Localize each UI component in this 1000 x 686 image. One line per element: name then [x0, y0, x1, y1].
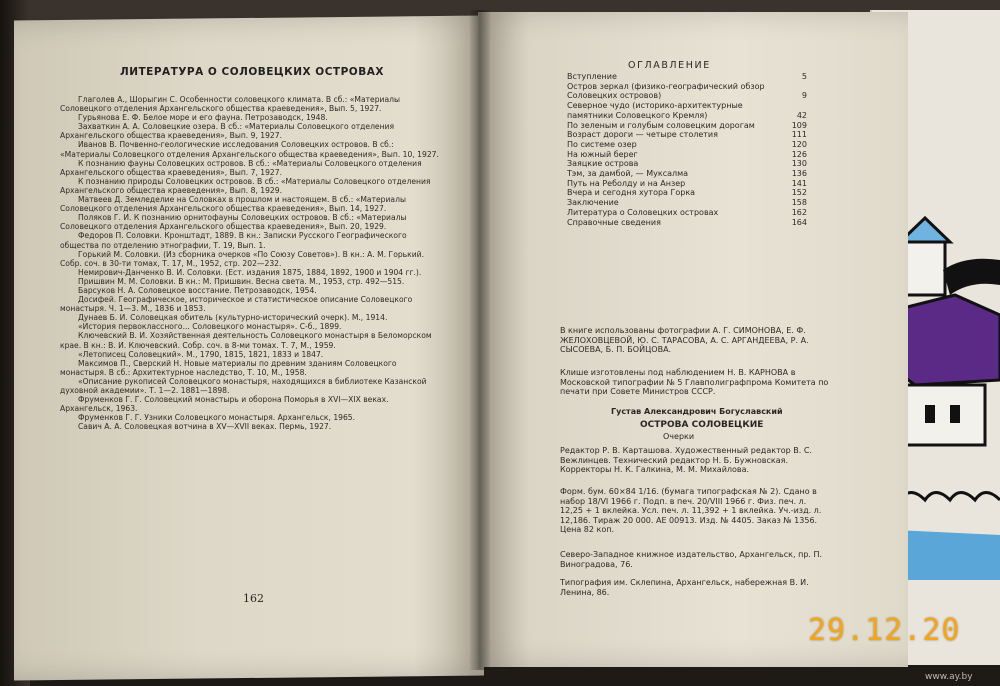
bibliography-entry: Федоров П. Соловки. Кронштадт, 1889. В кн.: Записки Русского Географического общества по отделению этнографии, Т. 19, Вып. 1. [60, 231, 407, 250]
editors-credits: Редактор Р. В. Карташова. Художественный редактор В. С. Вежлинцев. Технический редактор Н. Б. Бужновская. Корректоры Н. К. Галкина, М. М. Михайлова. [560, 446, 812, 475]
bibliography-entry: «Описание рукописей Соловецкого монастыря, находящихся в библиотеке Казанской духовной академии». Т. 1—2. 1881—1898. [60, 376, 427, 395]
toc-page-number: 136 [791, 169, 807, 179]
toc-row [567, 140, 807, 150]
toc-label: Тэм, за дамбой, — Муксалма [567, 169, 689, 179]
toc-title: ОГЛАВЛЕНИЕ [628, 60, 711, 71]
toc-label: Возраст дороги — четыре столетия [567, 130, 718, 140]
toc-label: Справочные сведения [567, 217, 661, 227]
bibliography-list [60, 95, 440, 431]
toc-label: Путь на Реболду и на Анзер [567, 178, 686, 188]
table-of-contents [567, 72, 807, 227]
toc-label: По зеленым и голубым соловецким дорогам [567, 120, 755, 130]
toc-page-number: 162 [791, 207, 807, 217]
cover-black-shape [943, 259, 1000, 295]
toc-row [567, 218, 807, 228]
bibliography-entry: Немирович-Данченко В. И. Соловки. (Ест. издания 1875, 1884, 1892, 1900 и 1904 гг.). [78, 267, 422, 277]
toc-page-number: 42 [796, 110, 807, 120]
cover-tower [905, 240, 945, 295]
book-title: ОСТРОВА СОЛОВЕЦКИЕ [640, 420, 764, 430]
toc-row [567, 188, 807, 198]
toc-row [567, 101, 807, 120]
bibliography-entry: К познанию природы Соловецких островов. В сб.: «Материалы Соловецкого отделения Архангельского общества краеведения», Вып. 8, 1929. [60, 176, 431, 195]
toc-page-number: 120 [791, 139, 807, 149]
toc-row [567, 121, 807, 131]
print-specs: Форм. бум. 60×84 1/16. (бумага типографская № 2). Сдано в набор 18/VI 1966 г. Подп. в печ. 20/VIII 1966 г. Физ. печ. л. 12,25 + 1 вклейка. Усл. печ. л. 11,392 + 1 вклейка. Уч.-изд. л. 12,186. Тираж 20 000. АЕ 00913. Изд. № 4405. Заказ № 1356. Цена 82 коп. [560, 487, 822, 535]
toc-page-number: 5 [801, 72, 807, 81]
toc-page-number: 152 [791, 188, 807, 198]
cover-purple-roof [895, 295, 1000, 385]
toc-row [567, 169, 807, 179]
toc-row [567, 198, 807, 208]
toc-label: По системе озер [567, 139, 637, 149]
bibliography-entry: Матвеев Д. Земледелие на Соловках в прошлом и настоящем. В сб.: «Материалы Соловецкого отделения Архангельского общества краеведения», Вып. 14, 1927. [60, 195, 406, 214]
site-watermark: www.ay.by [925, 672, 973, 682]
bibliography-entry: К познанию фауны Соловецких островов. В сб.: «Материалы Соловецкого отделения Архангельского общества краеведения», Вып. 7, 1927. [60, 158, 422, 177]
toc-page-number: 158 [791, 198, 807, 208]
toc-page-number: 164 [791, 217, 807, 227]
toc-page-number: 111 [791, 130, 807, 140]
toc-page-number: 126 [791, 149, 807, 159]
page-number: 162 [243, 592, 264, 605]
cover-stones [900, 493, 1000, 501]
toc-label: Северное чудо (историко-архитектурные памятники Соловецкого Кремля) [567, 101, 746, 120]
toc-row [567, 159, 807, 169]
bibliography-entry: Поляков Г. И. К познанию орнитофауны Соловецких островов. В сб.: «Материалы Соловецкого отделения Архангельского общества краеведения», Вып. 20, 1929. [60, 213, 407, 232]
print-note: Клише изготовлены под наблюдением Н. В. КАРНОВА в Московской типографии № 5 Главполиграфпрома Комитета по печати при Совете Министров СССР. [560, 368, 829, 397]
bibliography-entry: Досифей. Географическое, историческое и статистическое описание Соловецкого монастыря. Ч. 1—3. М., 1836 и 1853. [60, 295, 413, 314]
publisher-info: Северо-Западное книжное издательство, Архангельск, пр. П. Виноградова, 76. [560, 550, 823, 569]
book-subtitle: Очерки [663, 432, 695, 441]
cover-water [895, 530, 1000, 580]
printer-info: Типография им. Склепина, Архангельск, набережная В. И. Ленина, 86. [560, 578, 809, 597]
toc-label: Заяцкие острова [567, 159, 639, 169]
toc-row [567, 72, 807, 82]
photo-credits: В книге использованы фотографии А. Г. СИМОНОВА, Е. Ф. ЖЕЛОХОВЦЕВОЙ, Ю. С. ТАРАСОВА, А. С. АРГАНДЕЕВА, Р. А. СЫСОЕВА, Б. П. БОЙЦОВА. [560, 326, 809, 355]
bibliography-entry: Глаголев А., Шорыгин С. Особенности соловецкого климата. В сб.: «Материалы Соловецкого отделения Архангельского общества краеведения», Вып. 5, 1927. [60, 95, 400, 114]
bibliography-entry: Максимов П., Сверский Н. Новые материалы по древним зданиям Соловецкого монастыря. В сб.: Архитектурное наследство, Т. 10, М., 1958. [60, 358, 397, 377]
bibliography-entry: Горький М. Соловки. (Из сборника очерков «По Союзу Советов»). В кн.: А. М. Горький. Собр. соч. в 30-ти томах, Т. 17, М., 1952, стр. 202—232. [60, 249, 425, 268]
bibliography-entry: Дунаев Б. И. Соловецкая обитель (культурно-исторический очерк). М., 1914. [78, 313, 388, 323]
toc-label: Литература о Соловецких островах [567, 207, 719, 217]
cover-wall [905, 385, 985, 445]
toc-label: Остров зеркал (физико-географический обзор Соловецких островов) [567, 81, 768, 101]
bibliography-entry: «Летописец Соловецкий». М., 1790, 1815, 1821, 1833 и 1847. [78, 349, 324, 359]
cover-window [925, 405, 935, 423]
bibliography-entry: Фруменков Г. Г. Узники Соловецкого монастыря. Архангельск, 1965. [78, 413, 356, 423]
toc-row [567, 179, 807, 189]
book-author: Густав Александрович Богуславский [611, 407, 783, 416]
toc-row [567, 150, 807, 160]
toc-row [567, 130, 807, 140]
bibliography-entry: Гурьянова Е. Ф. Белое море и его фауна. Петрозаводск, 1948. [78, 113, 328, 123]
camera-date-stamp: 29.12.20 [808, 613, 961, 648]
toc-label: Заключение [567, 198, 619, 208]
toc-page-number: 9 [801, 91, 807, 101]
bibliography-entry: Фруменков Г. Г. Соловецкий монастырь и оборона Поморья в XVI—XIX веках. Архангельск, 1963. [60, 395, 389, 414]
toc-page-number: 109 [791, 120, 807, 130]
toc-row [567, 208, 807, 218]
bibliography-entry: Пришвин М. М. Соловки. В кн.: М. Пришвин. Весна света. М., 1953, стр. 492—515. [78, 276, 405, 286]
cover-illustration [895, 200, 1000, 580]
bibliography-title: ЛИТЕРАТУРА О СОЛОВЕЦКИХ ОСТРОВАХ [120, 66, 384, 78]
bibliography-entry: Барсуков Н. А. Соловецкое восстание. Петрозаводск, 1954. [78, 285, 317, 295]
toc-row [567, 82, 807, 101]
toc-label: Вступление [567, 72, 617, 81]
toc-label: На южный берег [567, 149, 638, 159]
toc-page-number: 141 [791, 178, 807, 188]
toc-label: Вчера и сегодня хутора Горка [567, 188, 696, 198]
book-gutter [470, 10, 490, 670]
bibliography-entry: Иванов В. Почвенно-геологические исследования Соловецких островов. В сб.: «Материалы Соловецкого отделения Архангельского общества краеведения», Вып. 10, 1927. [60, 140, 439, 159]
bibliography-entry: Захваткин А. А. Соловецкие озера. В сб.: «Материалы Соловецкого отделения Архангельского общества краеведения», Вып. 9, 1927. [60, 122, 395, 141]
cover-window [950, 405, 960, 423]
toc-page-number: 130 [791, 159, 807, 169]
bibliography-entry: Савич А. А. Соловецкая вотчина в XV—XVII веках. Пермь, 1927. [78, 422, 332, 432]
bibliography-entry: «История первоклассного... Соловецкого монастыря». С-б., 1899. [78, 322, 342, 332]
bibliography-entry: Ключевский В. И. Хозяйственная деятельность Соловецкого монастыря в Беломорском крае. В кн.: В. И. Ключевский. Собр. соч. в 8-ми томах. Т. 7, М., 1959. [60, 331, 432, 350]
